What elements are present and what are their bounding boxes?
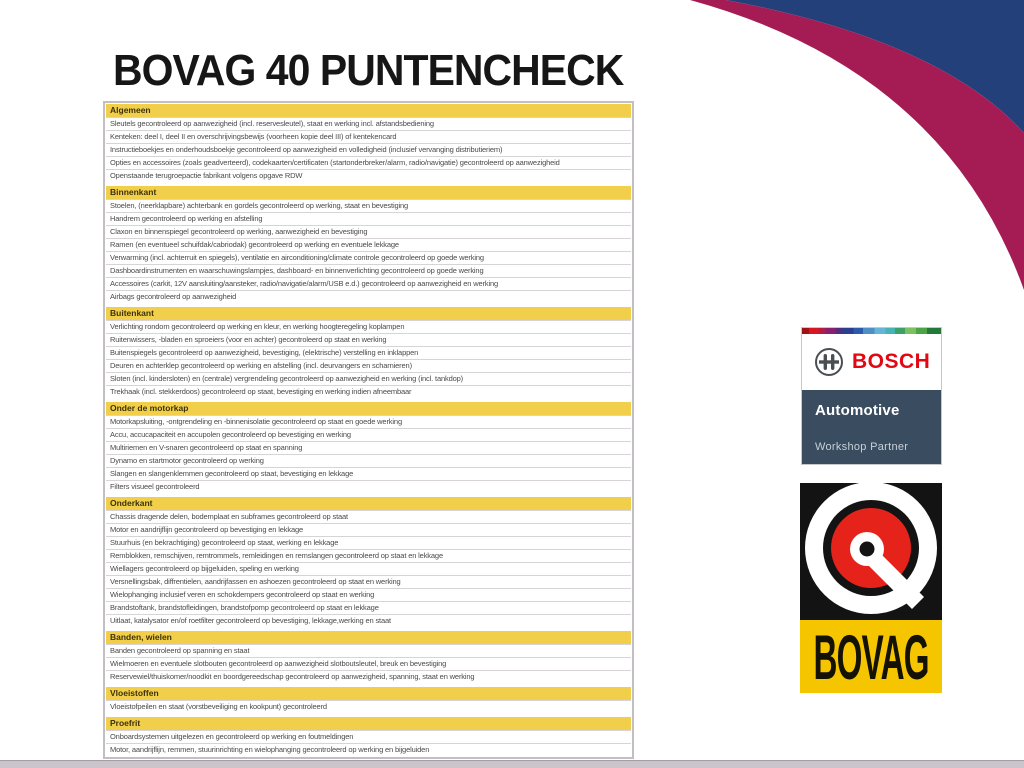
checklist-section: [106, 402, 631, 493]
checklist-row: Wiellagers gecontroleerd op bijgeluiden, speling en werking: [106, 562, 631, 575]
bosch-logo-row: [802, 334, 941, 390]
checklist-row: Filters visueel gecontroleerd: [106, 480, 631, 493]
checklist-row: Banden gecontroleerd op spanning en staat: [106, 644, 631, 657]
bosch-panel: [802, 390, 941, 464]
section-header: Binnenkant: [106, 186, 631, 199]
bosch-partner-label: Workshop Partner: [815, 441, 909, 453]
section-header: Onderkant: [106, 497, 631, 510]
checklist-row: Ramen (en eventueel schuifdak/cabriodak) gecontroleerd op werking en eventuele lekkage: [106, 238, 631, 251]
checklist-row: Buitenspiegels gecontroleerd op aanwezigheid, bevestiging, (elektrische) verstelling en inklappen: [106, 346, 631, 359]
checklist-table: [103, 101, 634, 759]
section-header: Algemeen: [106, 104, 631, 117]
section-header: Onder de motorkap: [106, 402, 631, 415]
checklist-row: Airbags gecontroleerd op aanwezigheid: [106, 290, 631, 303]
corner-crimson-band: [690, 0, 1024, 290]
checklist-row: Instructieboekjes en onderhoudsboekje gecontroleerd op aanwezigheid en volledigheid (inclusief vervanging distributieriem): [106, 143, 631, 156]
checklist-row: Kenteken: deel I, deel II en overschrijvingsbewijs (voorheen kopie deel III) of kentekencard: [106, 130, 631, 143]
checklist-row: Wielmoeren en eventuele slotbouten gecontroleerd op aanwezigheid slotboutsleutel, breuk en bevestiging: [106, 657, 631, 670]
checklist-row: Accu, accucapaciteit en accupolen gecontroleerd op bevestiging en werking: [106, 428, 631, 441]
checklist-row: Handrem gecontroleerd op werking en afstelling: [106, 212, 631, 225]
checklist-section: [106, 497, 631, 627]
checklist-row: Stuurhuis (en bekrachtiging) gecontroleerd op staat, werking en lekkage: [106, 536, 631, 549]
checklist-section: [106, 717, 631, 756]
corner-navy-shape: [726, 0, 1024, 133]
bosch-armature-icon: [814, 347, 844, 377]
checklist-row: Trekhaak (incl. stekkerdoos) gecontroleerd op staat, bevestiging en werking indien afneembaar: [106, 385, 631, 398]
checklist-row: Multiriemen en V-snaren gecontroleerd op staat en spanning: [106, 441, 631, 454]
section-header: Proefrit: [106, 717, 631, 730]
bosch-badge: [801, 327, 942, 465]
checklist-row: Chassis dragende delen, bodemplaat en subframes gecontroleerd op staat: [106, 510, 631, 523]
checklist-row: Dynamo en startmotor gecontroleerd op werking: [106, 454, 631, 467]
checklist-section: [106, 186, 631, 303]
checklist-row: Vloeistofpeilen en staat (vorstbeveiliging en kookpunt) gecontroleerd: [106, 700, 631, 713]
checklist-section: [106, 104, 631, 182]
checklist-row: Opties en accessoires (zoals geadverteerd), codekaarten/certificaten (startonderbreker/alarm, radio/navigatie) gecontroleerd op aanwezigheid: [106, 156, 631, 169]
section-header: Banden, wielen: [106, 631, 631, 644]
bottom-edge-strip: [0, 760, 1024, 768]
checklist-row: Verwarming (incl. achterruit en spiegels), ventilatie en airconditioning/climate controle gecontroleerd op goede werking: [106, 251, 631, 264]
checklist-row: Dashboardinstrumenten en waarschuwingslampjes, dashboard- en binnenverlichting gecontroleerd op goede werking: [106, 264, 631, 277]
checklist-row: Slangen en slangenklemmen gecontroleerd op staat, bevestiging en lekkage: [106, 467, 631, 480]
checklist-row: Motor en aandrijflijn gecontroleerd op bevestiging en lekkage: [106, 523, 631, 536]
bovag-wordmark: BOVAG: [813, 620, 929, 693]
bovag-wordmark-area: [800, 620, 942, 693]
checklist-row: Openstaande terugroepactie fabrikant volgens opgave RDW: [106, 169, 631, 182]
bosch-wordmark: BOSCH: [852, 350, 931, 373]
checklist-row: Accessoires (carkit, 12V aansluiting/aansteker, radio/navigatie/alarm/USB e.d.) gecontroleerd op aanwezigheid en werking: [106, 277, 631, 290]
page-title: BOVAG 40 PUNTENCHECK: [113, 46, 624, 95]
section-header: Vloeistoffen: [106, 687, 631, 700]
checklist-section: [106, 687, 631, 713]
checklist-row: Stoelen, (neerklapbare) achterbank en gordels gecontroleerd op werking, staat en bevestiging: [106, 199, 631, 212]
checklist-row: Motor, aandrijflijn, remmen, stuurinrichting en wielophanging gecontroleerd op werking en bijgeluiden: [106, 743, 631, 756]
checklist-row: Reservewiel/thuiskomer/noodkit en boordgereedschap gecontroleerd op aanwezigheid, spanning, staat en werking: [106, 670, 631, 683]
checklist-row: Verlichting rondom gecontroleerd op werking en kleur, en werking hoogteregeling koplampen: [106, 320, 631, 333]
checklist-row: Wielophanging inclusief veren en schokdempers gecontroleerd op staat en werking: [106, 588, 631, 601]
checklist-row: Versnellingsbak, diffrentielen, aandrijfassen en ashoezen gecontroleerd op staat en werking: [106, 575, 631, 588]
checklist-row: Sloten (incl. kindersloten) en (centrale) vergrendeling gecontroleerd op aanwezigheid en werking (incl. tankdop): [106, 372, 631, 385]
checklist-row: Sleutels gecontroleerd op aanwezigheid (incl. reservesleutel), staat en werking incl. afstandsbediening: [106, 117, 631, 130]
checklist-section: [106, 631, 631, 683]
checklist-row: Onboardsystemen uitgelezen en gecontroleerd op werking en foutmeldingen: [106, 730, 631, 743]
section-header: Buitenkant: [106, 307, 631, 320]
checklist-row: Claxon en binnenspiegel gecontroleerd op werking, aanwezigheid en bevestiging: [106, 225, 631, 238]
bovag-logo: [800, 483, 942, 693]
checklist-row: Brandstoftank, brandstofleidingen, brandstofpomp gecontroleerd op staat en lekkage: [106, 601, 631, 614]
checklist-row: Uitlaat, katalysator en/of roetfilter gecontroleerd op bevestiging, lekkage,werking en staat: [106, 614, 631, 627]
bosch-division-label: Automotive: [815, 402, 900, 419]
checklist-section: [106, 307, 631, 398]
checklist-row: Motorkapsluiting, -ontgrendeling en -binnenisolatie gecontroleerd op staat en goede werking: [106, 415, 631, 428]
checklist-row: Deuren en achterklep gecontroleerd op werking en afstelling (incl. deurvangers en scharnieren): [106, 359, 631, 372]
checklist-row: Remblokken, remschijven, remtrommels, remleidingen en remslangen gecontroleerd op staat en lekkage: [106, 549, 631, 562]
checklist-row: Ruitenwissers, -bladen en sproeiers (voor en achter) gecontroleerd op staat en werking: [106, 333, 631, 346]
